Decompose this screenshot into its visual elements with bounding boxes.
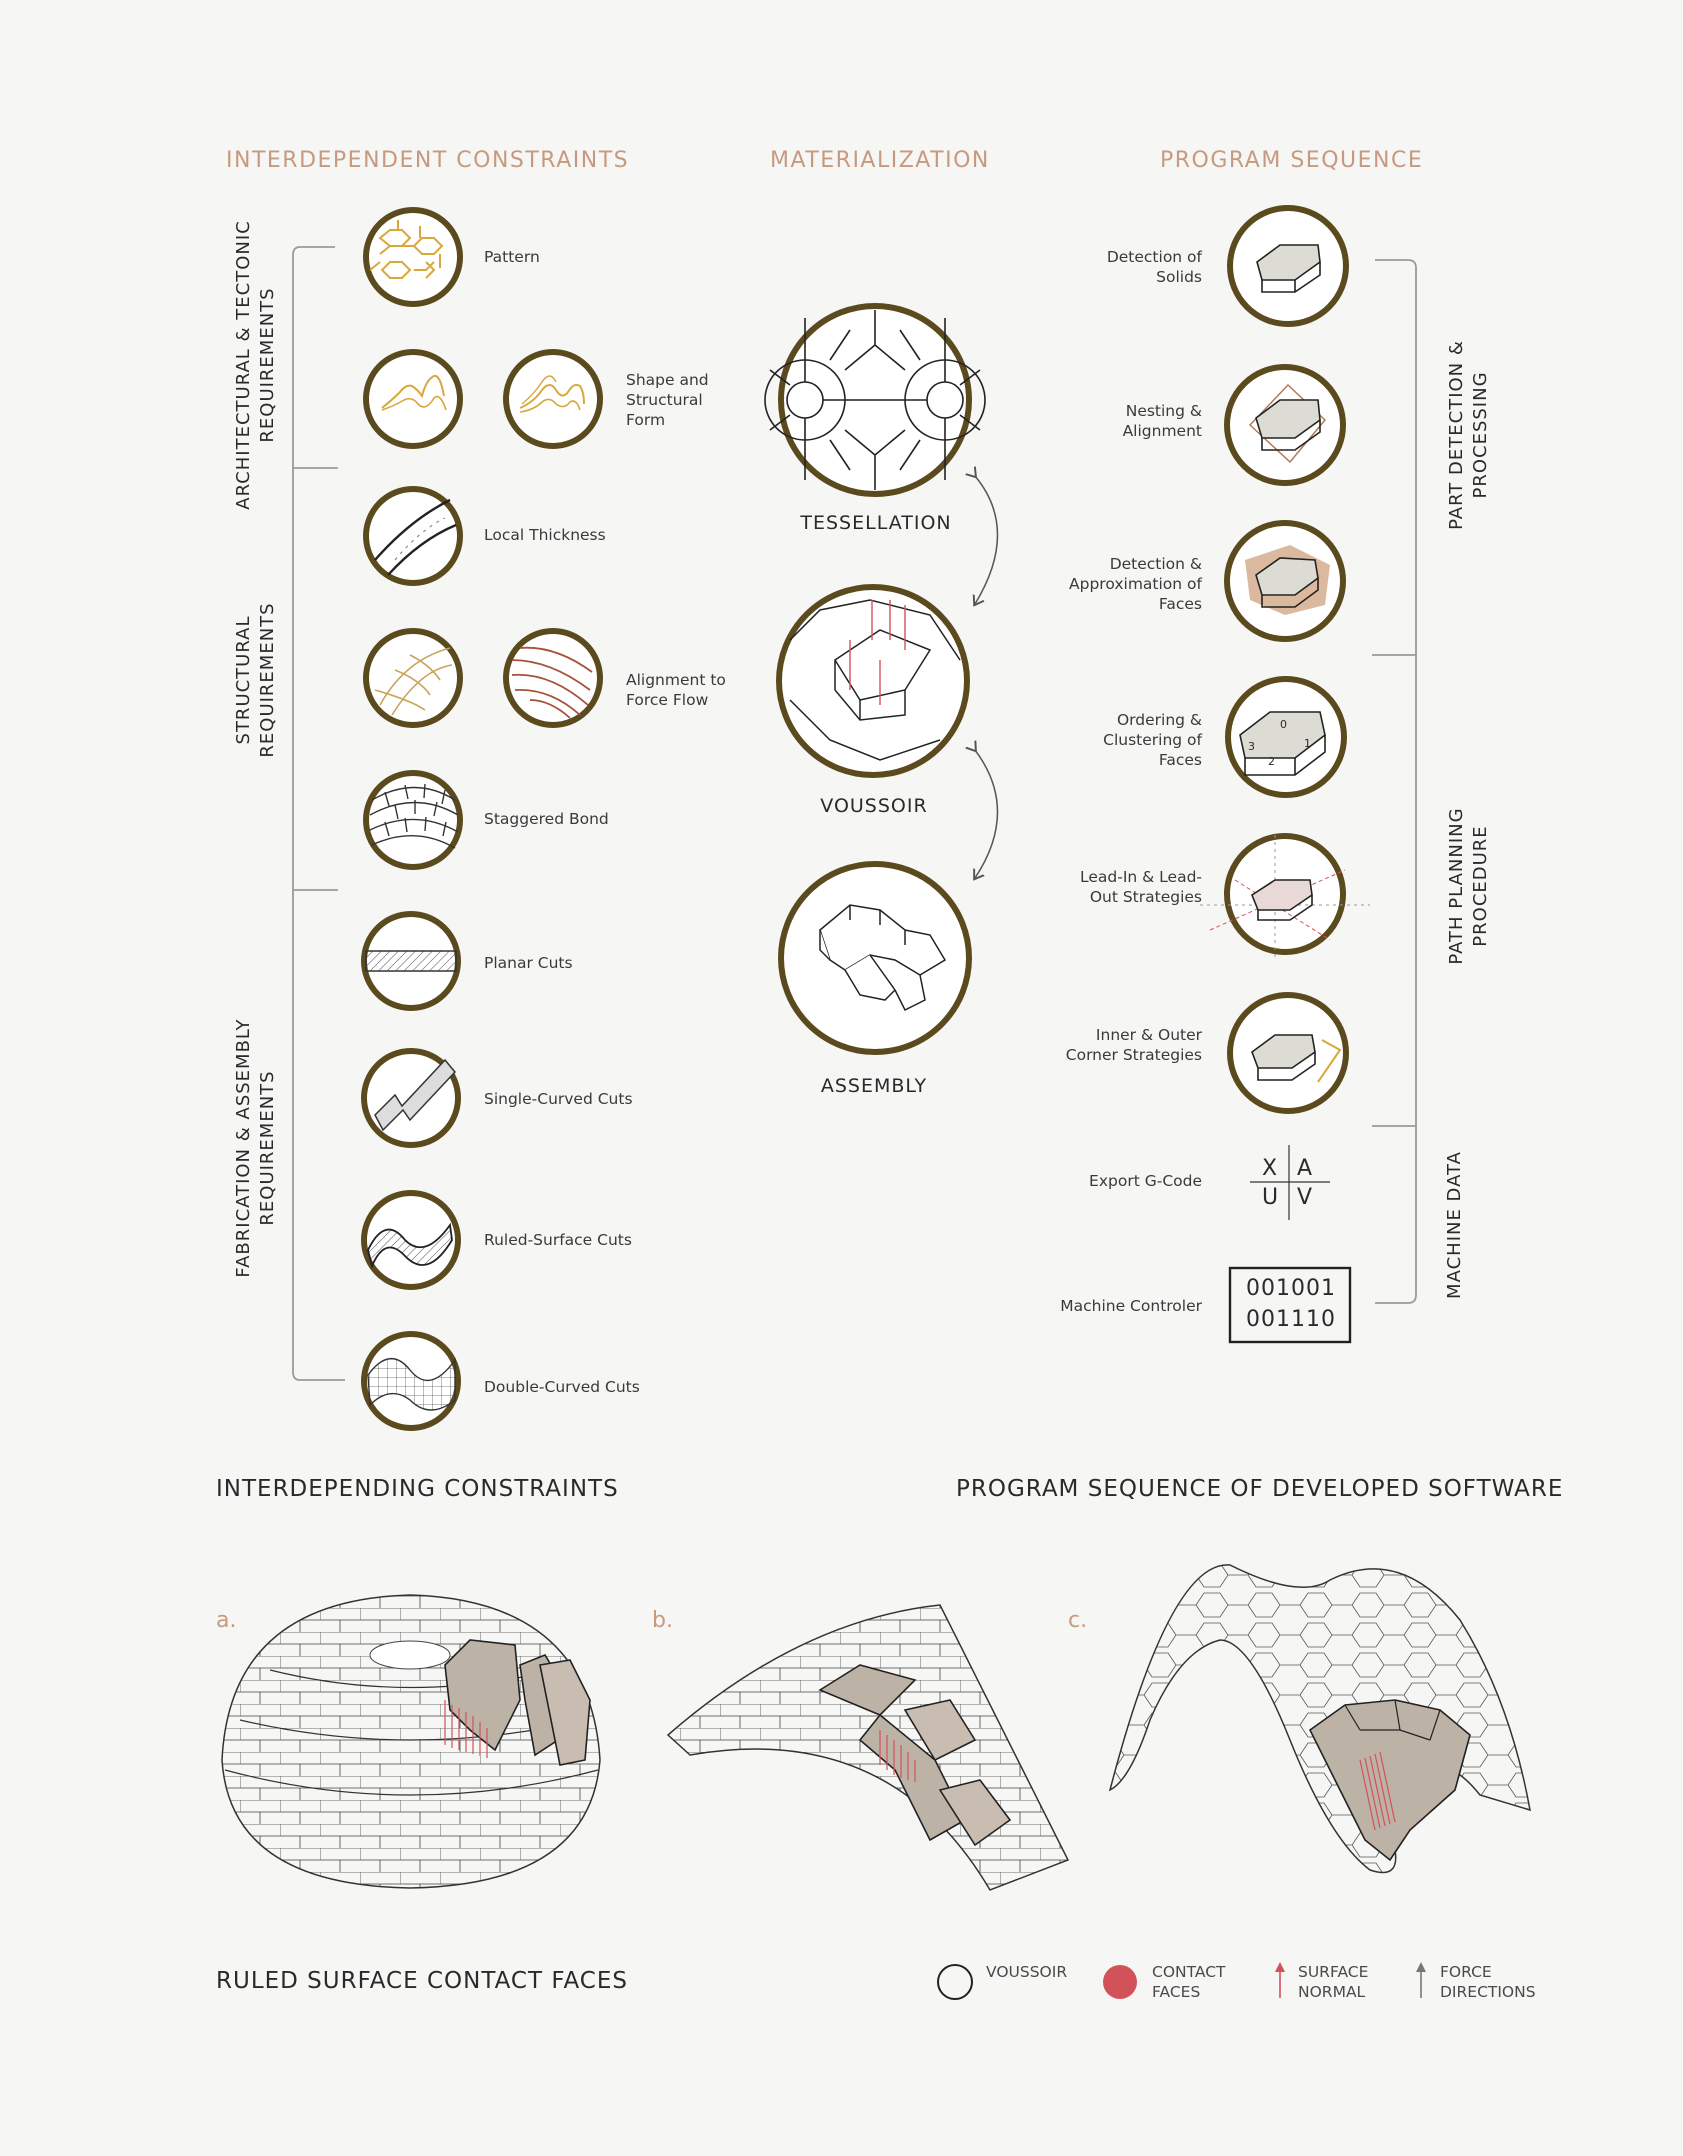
label-export: Export G-Code: [1089, 1172, 1202, 1190]
label-alignment: Alignment to Force Flow: [626, 671, 726, 709]
label-shape: Shape and Structural Form: [626, 371, 709, 429]
legend-contact-icon: [1103, 1965, 1137, 1999]
title-ruled-surface-contact-faces: RULED SURFACE CONTACT FACES: [216, 1968, 628, 1994]
panel-letter-b: b.: [652, 1608, 673, 1633]
label-detection-faces: Detection & Approximation of Faces: [1069, 555, 1202, 613]
face-number-1: 1: [1304, 737, 1311, 750]
legend-normal-icon: [1275, 1962, 1285, 1998]
vault-panel: [668, 1605, 1068, 1890]
group-part-detection: PART DETECTION & PROCESSING: [1446, 340, 1491, 530]
legend-normal-label: SURFACE NORMAL: [1298, 1963, 1369, 2001]
caption-tessellation: TESSELLATION: [800, 512, 952, 534]
label-ruled-surface: Ruled-Surface Cuts: [484, 1231, 632, 1249]
label-corner: Inner & Outer Corner Strategies: [1065, 1026, 1202, 1064]
label-machine: Machine Controler: [1060, 1297, 1202, 1315]
dome-panel: [222, 1595, 600, 1888]
label-staggered: Staggered Bond: [484, 810, 609, 828]
label-single-curved: Single-Curved Cuts: [484, 1090, 633, 1108]
machine-code-line-2: 001110: [1246, 1307, 1336, 1332]
legend-voussoir-label: VOUSSOIR: [986, 1963, 1068, 1981]
shell-panel: [1110, 1565, 1530, 1873]
group-architectural: ARCHITECTURAL & TECTONIC REQUIREMENTS: [233, 220, 278, 510]
title-interdepending-constraints: INTERDEPENDING CONSTRAINTS: [216, 1476, 619, 1502]
gcode-x: X: [1262, 1156, 1278, 1181]
group-path-planning: PATH PLANNING PROCEDURE: [1446, 807, 1491, 965]
face-number-2: 2: [1268, 755, 1275, 768]
label-lead: Lead-In & Lead-Out Strategies: [1080, 868, 1202, 906]
label-thickness: Local Thickness: [484, 526, 606, 544]
legend-contact-label: CONTACT FACES: [1152, 1963, 1226, 2001]
panel-letter-a: a.: [216, 1608, 237, 1633]
label-nesting: Nesting & Alignment: [1122, 402, 1202, 440]
title-program-sequence-software: PROGRAM SEQUENCE OF DEVELOPED SOFTWARE: [956, 1476, 1564, 1502]
label-pattern: Pattern: [484, 248, 540, 266]
heading-materialization: MATERIALIZATION: [770, 148, 990, 173]
group-structural: STRUCTURAL REQUIREMENTS: [233, 602, 278, 758]
legend-force-icon: [1416, 1962, 1426, 1998]
legend-force-label: FORCE DIRECTIONS: [1440, 1963, 1536, 2001]
group-machine-data: MACHINE DATA: [1444, 1151, 1465, 1299]
gcode-v: V: [1297, 1185, 1313, 1210]
caption-voussoir: VOUSSOIR: [820, 795, 928, 817]
machine-code-line-1: 001001: [1246, 1276, 1336, 1301]
face-number-0: 0: [1280, 718, 1287, 731]
heading-program-sequence: PROGRAM SEQUENCE: [1160, 148, 1424, 173]
label-detection-solids: Detection of Solids: [1106, 248, 1202, 286]
face-number-3: 3: [1248, 740, 1255, 753]
heading-interdependent-constraints: INTERDEPENDENT CONSTRAINTS: [226, 148, 630, 173]
panel-letter-c: c.: [1068, 1608, 1088, 1633]
gcode-u: U: [1262, 1185, 1279, 1210]
gcode-a: A: [1297, 1156, 1313, 1181]
legend-voussoir-icon: [938, 1965, 972, 1999]
label-double-curved: Double-Curved Cuts: [484, 1378, 640, 1396]
label-ordering: Ordering & Clustering of Faces: [1103, 711, 1202, 769]
label-planar: Planar Cuts: [484, 954, 573, 972]
group-fabrication: FABRICATION & ASSEMBLY REQUIREMENTS: [233, 1018, 278, 1278]
caption-assembly: ASSEMBLY: [820, 1075, 928, 1097]
